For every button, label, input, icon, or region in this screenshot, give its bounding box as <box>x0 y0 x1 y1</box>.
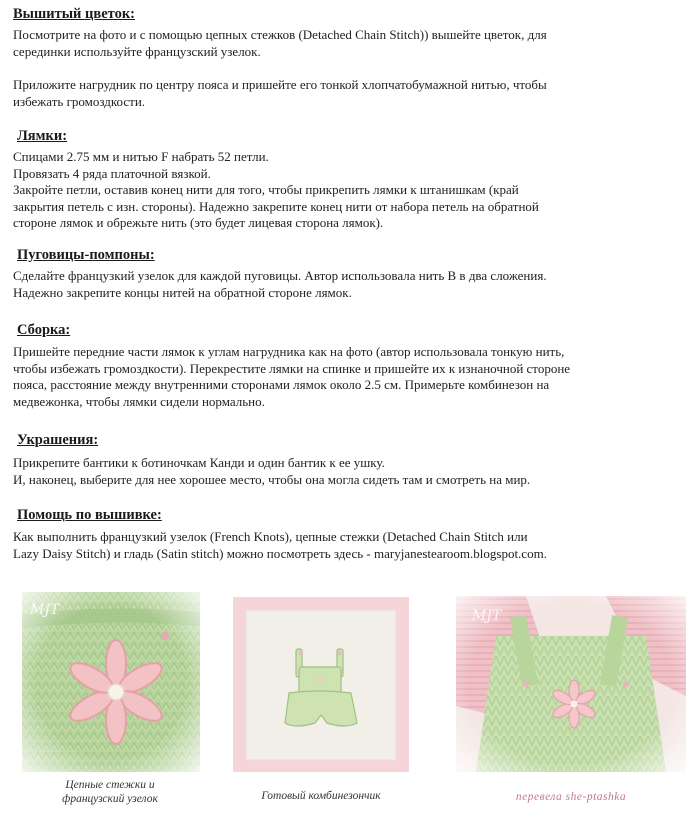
text-line: Lazy Daisy Stitch) и гладь (Satin stitch) можно посмотреть здесь - maryjanestearoom.blogspot.com. <box>13 545 547 561</box>
decor-paragraph <box>13 455 530 488</box>
text-line: Пришейте передние части лямок к углам нагрудника как на фото (автор использовала тонкую нить, <box>13 344 565 359</box>
text-line: закрытия петель с изн. стороны). Надежно закрепите конец нити от набора петель на обратной <box>13 198 539 214</box>
section-title-straps: Лямки: <box>17 128 68 144</box>
section-title-help: Помощь по вышивке: <box>17 507 162 523</box>
overalls-framed-photo <box>233 597 409 772</box>
text-line: Сделайте французкий узелок для каждой пуговицы. Автор использовала нить В в два сложения. <box>13 268 547 283</box>
text-line: Спицами 2.75 мм и нитью F набрать 52 петли. <box>13 149 269 164</box>
section-title-buttons: Пуговицы-помпоны: <box>17 247 155 263</box>
text-line: Посмотрите на фото и с помощью цепных стежков (Detached Chain Stitch)) вышейте цветок, для <box>13 27 547 42</box>
section-title-decor: Украшения: <box>17 432 99 448</box>
caption-line: Цепные стежки и <box>65 779 155 791</box>
text-line: Надежно закрепите концы нитей на обратной стороне лямок. <box>13 284 352 300</box>
text-line: Как выполнить французкий узелок (French Knots), цепные стежки (Detached Chain Stitch или <box>13 529 528 544</box>
straps-paragraph <box>13 149 539 232</box>
flower-closeup-image <box>22 592 200 772</box>
assembly-paragraph <box>13 344 570 410</box>
overalls-image <box>233 597 409 772</box>
flower-paragraph-2 <box>13 77 547 110</box>
text-line: стороне лямок и обрежьте нить (это будет лицевая сторона лямок). <box>13 215 384 230</box>
text-line: И, наконец, выберите для нее хорошее место, чтобы она могла сидеть там и смотреть на мир. <box>13 471 531 487</box>
text-line: Провязать 4 ряда платочной вязкой. <box>13 165 211 181</box>
text-line: Закройте петли, оставив конец нити для того, чтобы прикрепить лямки к штанишкам (край <box>13 182 519 197</box>
text-line: Приложите нагрудник по центру пояса и пришейте его тонкой хлопчатобумажной нитью, чтобы <box>13 77 547 92</box>
flower-paragraph-1 <box>13 27 547 60</box>
overalls-caption: Готовый комбинезончик <box>261 790 381 802</box>
flower-closeup-caption <box>20 778 200 806</box>
text-line: Прикрепите бантики к ботиночкам Канди и один бантик к ее ушку. <box>13 455 385 470</box>
section-title-assembly: Сборка: <box>17 322 71 338</box>
watermark-mjt: MJT <box>472 608 502 624</box>
bear-in-overalls-photo <box>456 596 686 772</box>
help-paragraph <box>13 529 547 562</box>
translator-credit: перевела she-ptashka <box>515 791 627 803</box>
text-line: медвежонка, чтобы лямки сидели нормально. <box>13 393 265 409</box>
text-line: избежать громоздкости. <box>13 93 146 109</box>
section-title-flower: Вышитый цветок: <box>13 6 135 22</box>
text-line: серединки используйте французский узелок. <box>13 43 261 59</box>
text-line: пояса, расстояние между внутренними сторонами лямок около 2.5 см. Примерьте комбинезон на <box>13 377 550 392</box>
watermark-mjt: MJT <box>30 602 60 618</box>
buttons-paragraph <box>13 268 547 301</box>
text-line: чтобы избежать громоздкости). Перекрестите лямки на спинке и пришейте их к изнаночной стороне <box>13 360 571 376</box>
caption-line: французский узелок <box>62 793 158 805</box>
flower-closeup-photo <box>22 592 200 772</box>
